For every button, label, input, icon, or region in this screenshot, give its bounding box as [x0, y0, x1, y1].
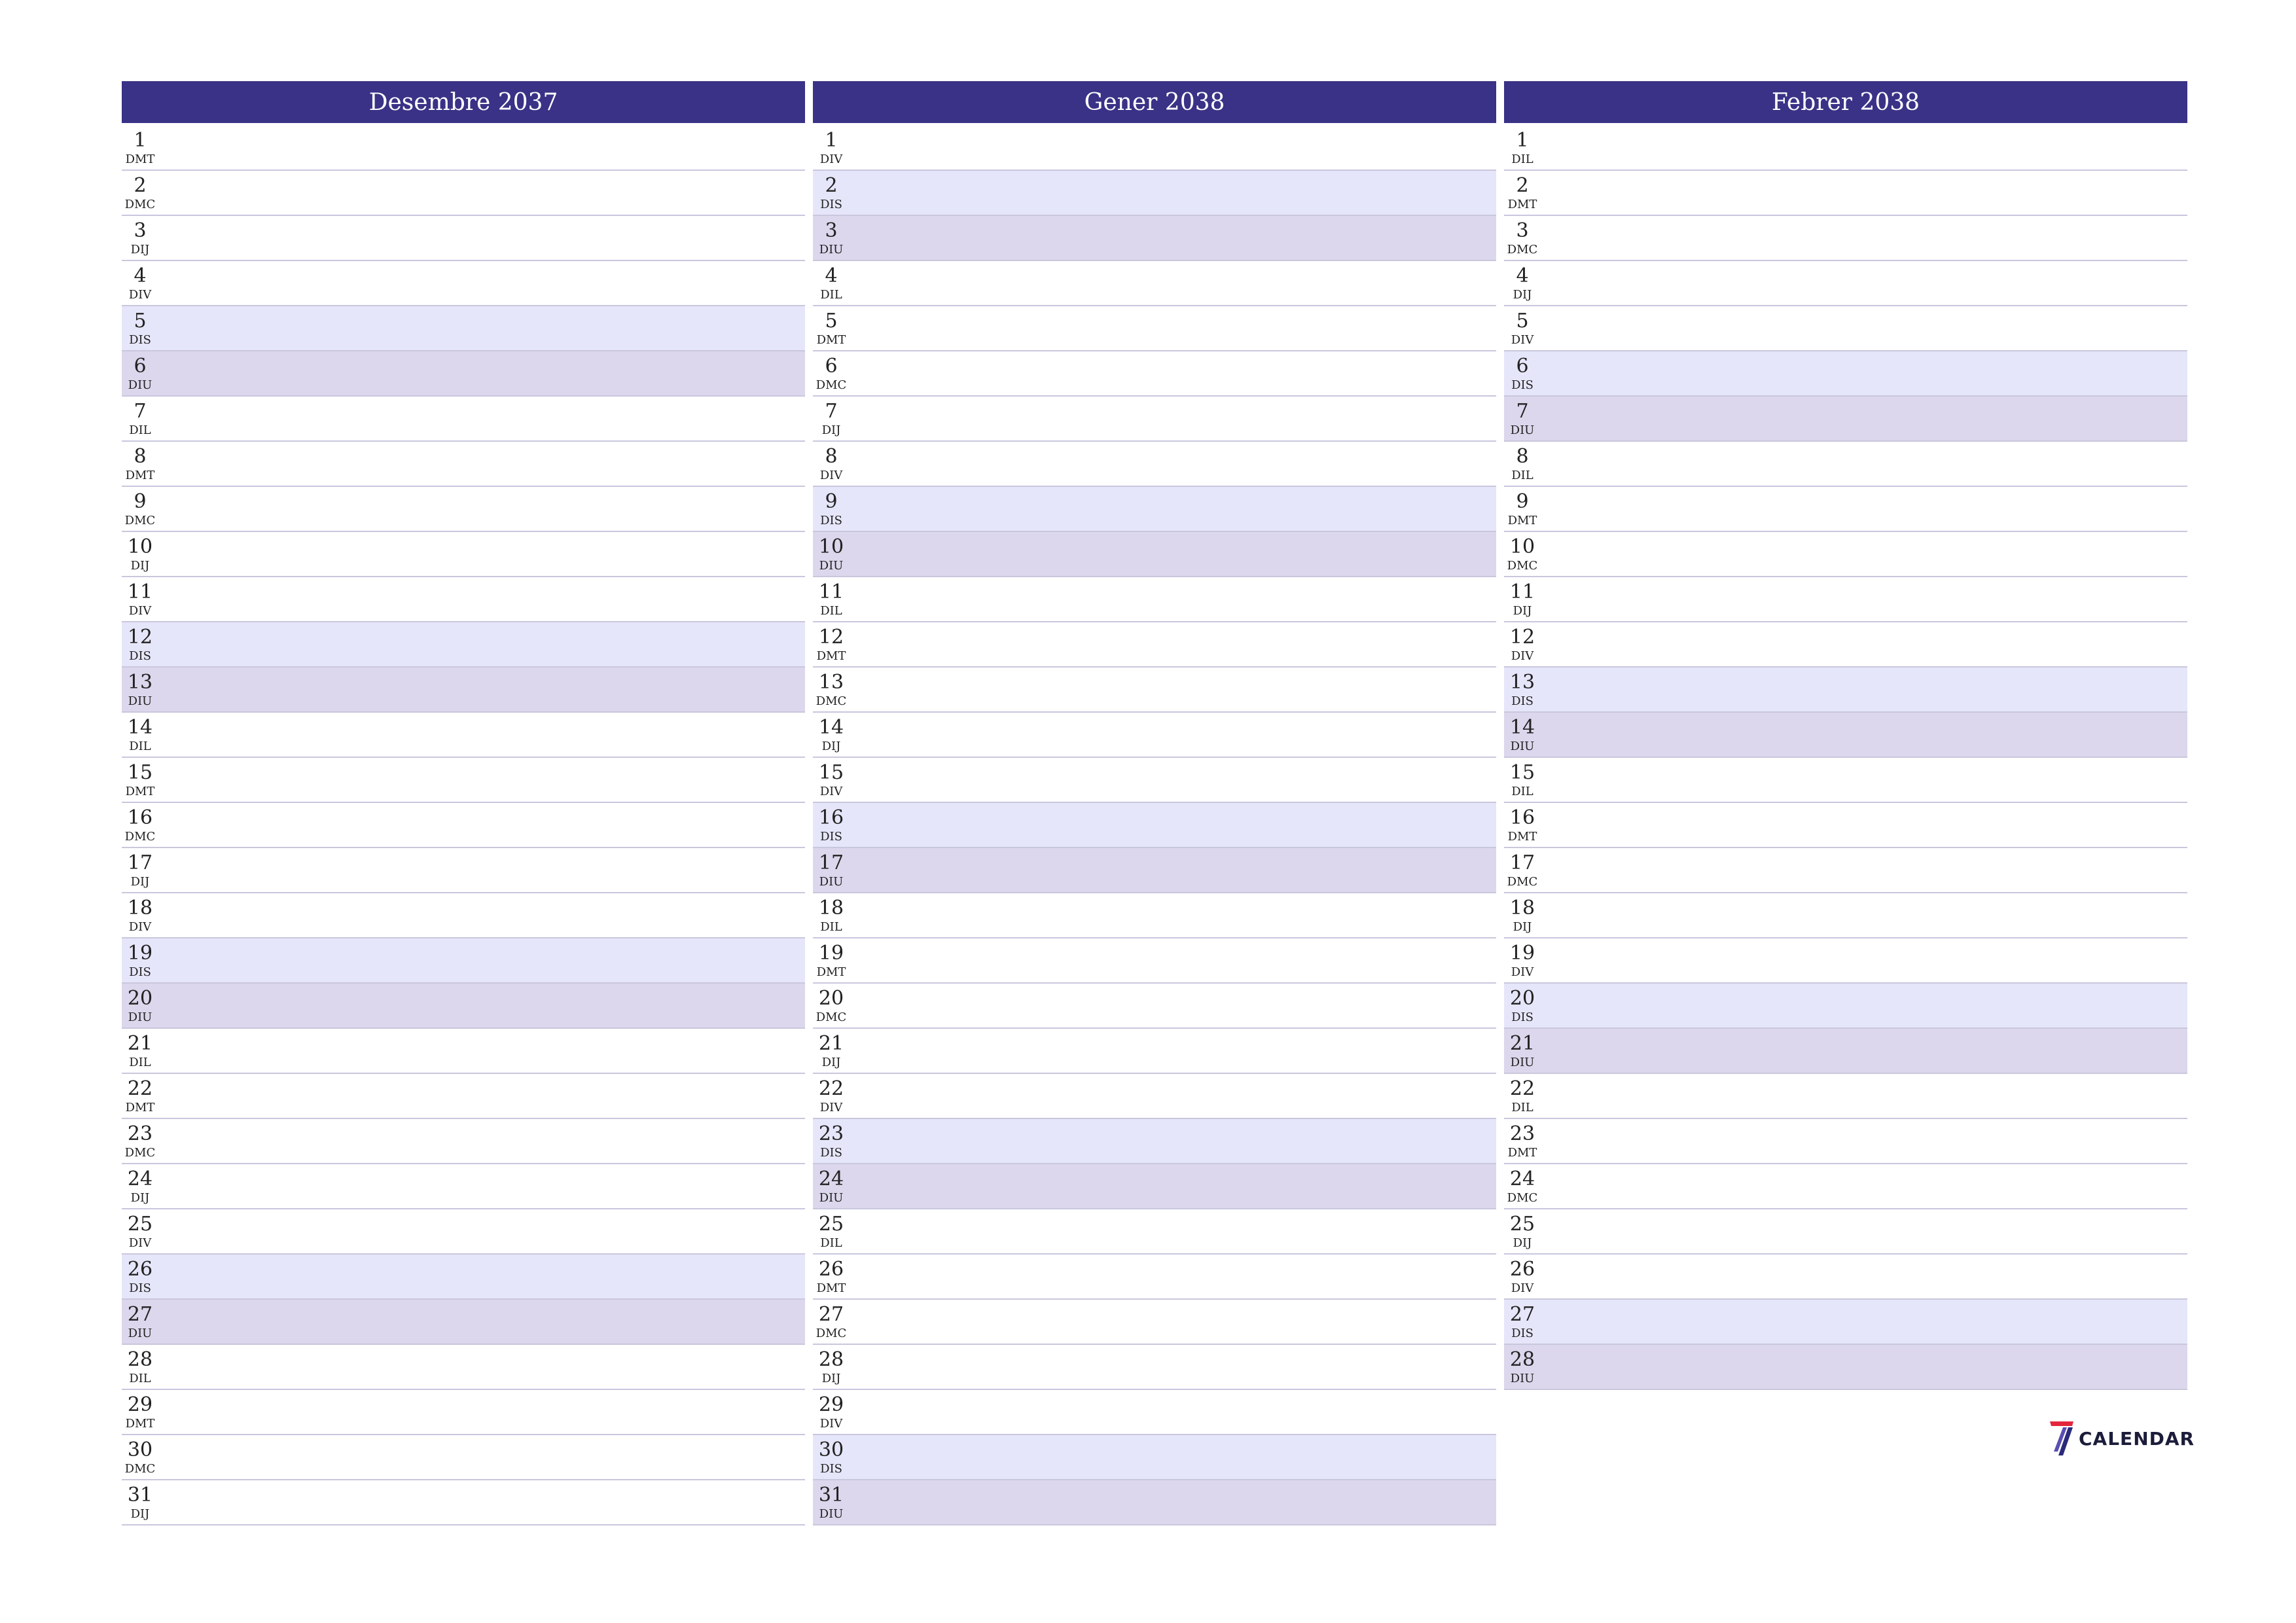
day-number: 1: [825, 129, 838, 152]
day-row: [813, 1209, 1496, 1255]
day-name: DIV: [819, 785, 843, 798]
day-number: 2: [1516, 174, 1529, 197]
day-number: 16: [127, 806, 153, 829]
day-row: [813, 1390, 1496, 1435]
day-row: [1504, 577, 2187, 622]
day-number: 27: [818, 1303, 844, 1326]
day-row: [122, 622, 805, 668]
day-row: [1504, 1164, 2187, 1209]
day-row: [1504, 487, 2187, 532]
day-name: DIS: [129, 333, 151, 347]
day-number: 1: [134, 129, 147, 152]
day-number: 14: [127, 716, 153, 739]
day-name: DIS: [1511, 378, 1534, 392]
day-number: 9: [1516, 490, 1529, 513]
day-row: [813, 1300, 1496, 1345]
day-row: [122, 1119, 805, 1164]
day-row: [1504, 1119, 2187, 1164]
day-row: [122, 848, 805, 893]
day-name: DMT: [125, 469, 155, 482]
day-number: 18: [1509, 897, 1535, 919]
day-name: DMT: [1507, 514, 1537, 527]
day-row: [122, 351, 805, 397]
day-row: [122, 532, 805, 577]
day-name: DIV: [128, 920, 152, 934]
day-name: DIS: [1511, 694, 1534, 708]
day-name: DMC: [1507, 1191, 1538, 1205]
day-row: [1504, 668, 2187, 713]
day-row: [1504, 1209, 2187, 1255]
day-row: [813, 1255, 1496, 1300]
day-name: DMT: [816, 649, 846, 663]
day-name: DIL: [820, 920, 842, 934]
day-row: [813, 1119, 1496, 1164]
day-number: 5: [825, 310, 838, 332]
day-name: DIS: [1511, 1327, 1534, 1340]
day-number: 10: [818, 535, 844, 558]
day-row: [813, 532, 1496, 577]
day-number: 5: [134, 310, 147, 332]
day-number: 21: [1509, 1032, 1535, 1055]
day-number: 16: [1509, 806, 1535, 829]
day-name: DIU: [819, 559, 844, 573]
day-number: 23: [1509, 1122, 1535, 1145]
day-row: [1504, 1345, 2187, 1390]
day-name: DIV: [1511, 649, 1534, 663]
day-number: 4: [134, 264, 147, 287]
day-name: DIU: [1510, 423, 1535, 437]
day-name: DIU: [128, 694, 152, 708]
day-name: DIL: [1511, 1101, 1534, 1115]
day-name: DIV: [1511, 965, 1534, 979]
day-name: DMT: [1507, 1146, 1537, 1160]
day-name: DIL: [820, 604, 842, 618]
day-number: 19: [818, 942, 844, 965]
day-number: 31: [818, 1484, 844, 1507]
day-name: DMT: [816, 965, 846, 979]
day-number: 27: [1509, 1303, 1535, 1326]
logo-text: CALENDAR: [2079, 1427, 2195, 1450]
day-number: 21: [818, 1032, 844, 1055]
day-name: DMC: [1507, 243, 1538, 257]
day-name: DMC: [816, 378, 847, 392]
day-number: 4: [1516, 264, 1529, 287]
day-row: [122, 216, 805, 261]
day-number: 18: [127, 897, 153, 919]
day-row: [813, 1345, 1496, 1390]
day-name: DMT: [816, 1281, 846, 1295]
day-name: DIV: [819, 1101, 843, 1115]
day-row: [1504, 216, 2187, 261]
day-name: DIV: [819, 469, 843, 482]
day-row: [1504, 532, 2187, 577]
month-title: Desembre 2037: [122, 81, 805, 123]
day-name: DIL: [820, 288, 842, 302]
day-name: DIU: [819, 1191, 844, 1205]
day-name: DIU: [819, 1507, 844, 1521]
day-number: 26: [127, 1258, 153, 1281]
day-list: [813, 126, 1496, 1525]
day-row: [122, 1164, 805, 1209]
day-row: [1504, 126, 2187, 171]
day-number: 11: [818, 580, 844, 603]
day-row: [813, 216, 1496, 261]
day-number: 11: [1509, 580, 1535, 603]
day-name: DIV: [128, 604, 152, 618]
day-row: [813, 577, 1496, 622]
day-number: 4: [825, 264, 838, 287]
day-number: 9: [134, 490, 147, 513]
day-name: DIV: [128, 288, 152, 302]
day-row: [1504, 351, 2187, 397]
day-name: DMC: [124, 830, 156, 844]
day-name: DIS: [129, 649, 151, 663]
day-name: DIS: [820, 198, 842, 211]
day-name: DIU: [819, 875, 844, 889]
day-number: 27: [127, 1303, 153, 1326]
day-number: 20: [818, 987, 844, 1010]
day-name: DIV: [819, 152, 843, 166]
day-number: 12: [127, 626, 153, 649]
day-number: 15: [1509, 761, 1535, 784]
day-number: 10: [127, 535, 153, 558]
day-number: 24: [1509, 1168, 1535, 1190]
day-row: [813, 1074, 1496, 1119]
day-number: 19: [127, 942, 153, 965]
day-number: 19: [1509, 942, 1535, 965]
day-name: DMC: [816, 1010, 847, 1024]
day-number: 3: [134, 219, 147, 242]
day-number: 11: [127, 580, 153, 603]
day-number: 21: [127, 1032, 153, 1055]
day-name: DIJ: [130, 875, 150, 889]
day-name: DIU: [128, 1327, 152, 1340]
day-name: DMC: [816, 1327, 847, 1340]
day-number: 22: [818, 1077, 844, 1100]
day-row: [122, 1300, 805, 1345]
day-row: [122, 1255, 805, 1300]
day-name: DMT: [125, 152, 155, 166]
day-number: 23: [127, 1122, 153, 1145]
day-name: DMC: [1507, 559, 1538, 573]
seven-logo-icon: [2049, 1420, 2075, 1457]
day-number: 13: [127, 671, 153, 694]
day-name: DIL: [1511, 785, 1534, 798]
day-name: DIJ: [130, 559, 150, 573]
day-name: DMT: [1507, 830, 1537, 844]
day-row: [122, 397, 805, 442]
day-number: 23: [818, 1122, 844, 1145]
day-name: DIL: [129, 1372, 151, 1385]
day-row: [122, 1435, 805, 1480]
day-row: [813, 1480, 1496, 1525]
day-name: DMT: [1507, 198, 1537, 211]
day-name: DIL: [129, 423, 151, 437]
day-name: DIV: [1511, 1281, 1534, 1295]
day-number: 1: [1516, 129, 1529, 152]
day-row: [813, 171, 1496, 216]
day-number: 7: [825, 400, 838, 423]
day-row: [122, 261, 805, 306]
day-number: 24: [127, 1168, 153, 1190]
day-row: [122, 668, 805, 713]
day-name: DMC: [124, 198, 156, 211]
day-number: 17: [127, 851, 153, 874]
day-number: 8: [825, 445, 838, 468]
day-name: DIS: [820, 1462, 842, 1476]
day-name: DIJ: [1513, 920, 1532, 934]
day-number: 25: [818, 1213, 844, 1236]
day-name: DIU: [1510, 740, 1535, 753]
day-name: DIJ: [130, 1191, 150, 1205]
day-row: [122, 713, 805, 758]
day-name: DIS: [820, 1146, 842, 1160]
day-name: DIU: [128, 1010, 152, 1024]
day-row: [1504, 984, 2187, 1029]
day-name: DIL: [1511, 152, 1534, 166]
day-row: [1504, 442, 2187, 487]
day-row: [813, 668, 1496, 713]
day-row: [813, 261, 1496, 306]
day-row: [1504, 713, 2187, 758]
day-number: 16: [818, 806, 844, 829]
day-row: [1504, 397, 2187, 442]
day-name: DMT: [125, 785, 155, 798]
day-name: DIS: [129, 965, 151, 979]
day-number: 24: [818, 1168, 844, 1190]
day-number: 22: [1509, 1077, 1535, 1100]
day-row: [1504, 1255, 2187, 1300]
day-row: [813, 713, 1496, 758]
day-number: 17: [1509, 851, 1535, 874]
day-row: [1504, 1074, 2187, 1119]
day-name: DIU: [1510, 1372, 1535, 1385]
day-name: DIL: [129, 740, 151, 753]
day-row: [813, 1164, 1496, 1209]
day-number: 26: [818, 1258, 844, 1281]
day-number: 26: [1509, 1258, 1535, 1281]
day-row: [1504, 306, 2187, 351]
day-number: 6: [1516, 355, 1529, 378]
day-row: [122, 803, 805, 848]
day-name: DIU: [128, 378, 152, 392]
day-row: [122, 1480, 805, 1525]
month-column-february: [1504, 81, 2187, 1390]
month-title: Febrer 2038: [1504, 81, 2187, 123]
day-number: 17: [818, 851, 844, 874]
day-name: DMC: [124, 514, 156, 527]
day-number: 25: [1509, 1213, 1535, 1236]
day-row: [122, 893, 805, 938]
day-number: 7: [1516, 400, 1529, 423]
day-number: 25: [127, 1213, 153, 1236]
day-number: 18: [818, 897, 844, 919]
day-row: [122, 577, 805, 622]
day-number: 14: [1509, 716, 1535, 739]
day-number: 13: [1509, 671, 1535, 694]
day-number: 12: [818, 626, 844, 649]
day-row: [1504, 261, 2187, 306]
day-name: DIS: [1511, 1010, 1534, 1024]
day-name: DIJ: [821, 1056, 841, 1069]
day-name: DIS: [820, 514, 842, 527]
day-row: [813, 1435, 1496, 1480]
day-name: DIJ: [821, 423, 841, 437]
day-row: [122, 442, 805, 487]
day-name: DIU: [1510, 1056, 1535, 1069]
day-row: [813, 351, 1496, 397]
month-title: Gener 2038: [813, 81, 1496, 123]
day-row: [813, 848, 1496, 893]
day-row: [122, 126, 805, 171]
month-column-december: [122, 81, 805, 1525]
day-row: [813, 758, 1496, 803]
day-name: DIL: [129, 1056, 151, 1069]
day-number: 20: [1509, 987, 1535, 1010]
day-name: DIV: [1511, 333, 1534, 347]
day-number: 28: [127, 1348, 153, 1371]
day-number: 7: [134, 400, 147, 423]
day-row: [813, 622, 1496, 668]
day-number: 12: [1509, 626, 1535, 649]
day-row: [122, 306, 805, 351]
day-number: 20: [127, 987, 153, 1010]
day-row: [122, 487, 805, 532]
day-row: [813, 442, 1496, 487]
day-name: DIS: [129, 1281, 151, 1295]
day-name: DIJ: [821, 1372, 841, 1385]
day-number: 15: [127, 761, 153, 784]
day-row: [1504, 1029, 2187, 1074]
day-name: DMC: [1507, 875, 1538, 889]
day-number: 5: [1516, 310, 1529, 332]
day-row: [122, 938, 805, 984]
day-number: 8: [134, 445, 147, 468]
day-row: [122, 1074, 805, 1119]
day-number: 6: [825, 355, 838, 378]
day-number: 9: [825, 490, 838, 513]
day-number: 10: [1509, 535, 1535, 558]
day-number: 22: [127, 1077, 153, 1100]
day-number: 13: [818, 671, 844, 694]
day-row: [1504, 848, 2187, 893]
day-name: DIJ: [130, 1507, 150, 1521]
day-number: 2: [825, 174, 838, 197]
day-row: [122, 1209, 805, 1255]
day-number: 28: [818, 1348, 844, 1371]
day-name: DIJ: [130, 243, 150, 257]
month-column-january: [813, 81, 1496, 1525]
day-name: DIJ: [1513, 604, 1532, 618]
day-name: DIV: [128, 1236, 152, 1250]
day-name: DMC: [124, 1146, 156, 1160]
day-row: [1504, 622, 2187, 668]
day-name: DIL: [820, 1236, 842, 1250]
day-name: DMT: [125, 1417, 155, 1431]
day-row: [813, 487, 1496, 532]
day-row: [1504, 803, 2187, 848]
day-name: DIL: [1511, 469, 1534, 482]
day-list: [122, 126, 805, 1525]
day-number: 29: [127, 1393, 153, 1416]
day-number: 28: [1509, 1348, 1535, 1371]
day-number: 29: [818, 1393, 844, 1416]
day-name: DIU: [819, 243, 844, 257]
day-row: [122, 171, 805, 216]
day-row: [1504, 1300, 2187, 1345]
day-row: [1504, 171, 2187, 216]
day-row: [122, 1029, 805, 1074]
day-number: 15: [818, 761, 844, 784]
day-row: [122, 1345, 805, 1390]
day-number: 6: [134, 355, 147, 378]
day-row: [1504, 893, 2187, 938]
day-row: [813, 306, 1496, 351]
day-row: [122, 984, 805, 1029]
day-name: DMC: [124, 1462, 156, 1476]
day-row: [813, 397, 1496, 442]
day-row: [122, 758, 805, 803]
day-number: 30: [127, 1438, 153, 1461]
day-row: [813, 893, 1496, 938]
day-row: [813, 803, 1496, 848]
day-number: 3: [825, 219, 838, 242]
day-number: 8: [1516, 445, 1529, 468]
day-number: 14: [818, 716, 844, 739]
day-name: DIJ: [821, 740, 841, 753]
day-number: 30: [818, 1438, 844, 1461]
day-name: DMC: [816, 694, 847, 708]
brand-logo: [2049, 1420, 2195, 1457]
day-row: [813, 1029, 1496, 1074]
day-row: [813, 938, 1496, 984]
day-name: DIJ: [1513, 1236, 1532, 1250]
day-number: 2: [134, 174, 147, 197]
day-list: [1504, 126, 2187, 1390]
day-name: DMT: [125, 1101, 155, 1115]
day-number: 3: [1516, 219, 1529, 242]
day-row: [1504, 758, 2187, 803]
day-name: DIV: [819, 1417, 843, 1431]
day-name: DIJ: [1513, 288, 1532, 302]
day-number: 31: [127, 1484, 153, 1507]
day-row: [122, 1390, 805, 1435]
day-row: [813, 126, 1496, 171]
day-row: [813, 984, 1496, 1029]
day-name: DIS: [820, 830, 842, 844]
day-name: DMT: [816, 333, 846, 347]
day-row: [1504, 938, 2187, 984]
